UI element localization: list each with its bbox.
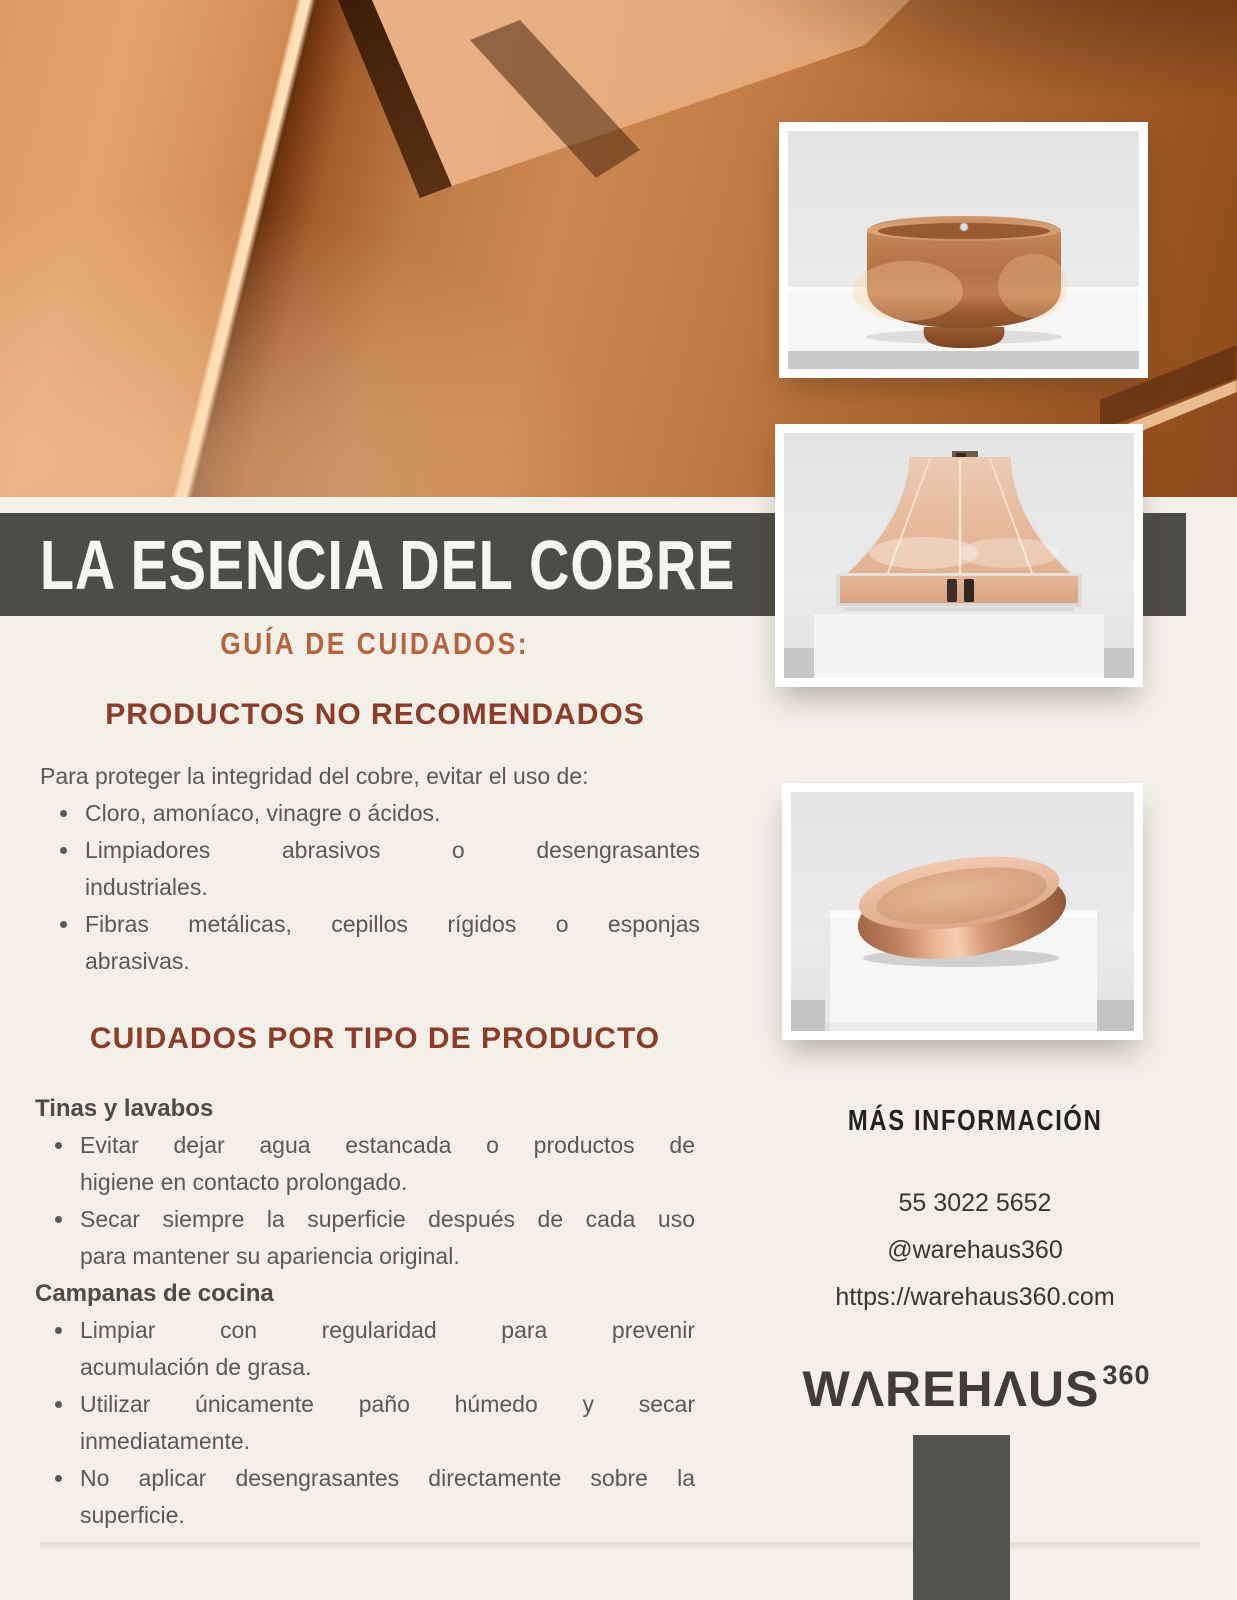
list-item [35,1460,695,1534]
page-title: LA ESENCIA DEL COBRE [39,525,736,604]
group-title-tubs-sinks: Tinas y lavabos [35,1095,214,1122]
photo-frame-bathtub [779,122,1148,378]
list-item [35,1312,695,1386]
brand-wordmark: WΛREHΛUS [802,1361,1100,1417]
decorative-dark-rectangle [913,1435,1010,1600]
bullet-line: higiene en contacto prolongado. [80,1169,408,1195]
bullet-line: acumulación de grasa. [80,1354,312,1380]
photo-frame-range-hood [775,424,1143,687]
by-product-groups [35,1090,700,1534]
bullet-line: Secar siempre la superficie después de cada uso [80,1206,695,1232]
bullet-line: Cloro, amoníaco, vinagre o ácidos. [85,800,441,826]
brand-logo [775,1360,1175,1418]
section-intro: Para proteger la integridad del cobre, evitar el uso de: [40,763,589,789]
brand-superscript: 360 [1102,1360,1151,1391]
range-hood-illustration [784,433,1134,678]
list-item [40,832,700,906]
bullet-line: industriales. [85,874,208,900]
tubs-sinks-list [35,1127,695,1275]
paper-edge-shadow [40,1542,1200,1551]
list-item [35,1201,695,1275]
bullet-line: Fibras metálicas, cepillos rígidos o esponjas [85,911,700,937]
bullet-line: abrasivas. [85,948,190,974]
list-item [35,1386,695,1460]
contact-heading: MÁS INFORMACIÓN [847,1105,1103,1137]
range-hoods-list [35,1312,695,1534]
list-item [40,795,700,832]
bullet-line: No aplicar desengrasantes directamente sobre la [80,1465,695,1491]
group-title-range-hoods: Campanas de cocina [35,1280,274,1307]
bullet-line: inmediatamente. [80,1428,251,1454]
bullet-line: Evitar dejar agua estancada o productos de [80,1132,695,1158]
photo-frame-vessel [782,783,1143,1040]
care-guide-kicker: GUÍA DE CUIDADOS: [220,626,530,661]
list-item [40,906,700,980]
not-recommended-list [40,795,700,980]
bullet-line: Utilizar únicamente paño húmedo y secar [80,1391,695,1417]
contact-phone: 55 3022 5652 [898,1189,1052,1217]
bullet-line: superficie. [80,1502,185,1528]
contact-website-url: https://warehaus360.com [835,1283,1115,1311]
bathtub-illustration [788,131,1139,369]
section-heading-not-recommended: PRODUCTOS NO RECOMENDADOS [105,698,645,731]
section-heading-by-product: CUIDADOS POR TIPO DE PRODUCTO [89,1022,661,1055]
bullet-line: Limpiadores abrasivos o desengrasantes [85,837,700,863]
copper-range-hood-photo [784,433,1134,678]
title-banner-left [0,513,775,616]
care-guide-kicker-row [0,626,750,662]
bullet-line: Limpiar con regularidad para prevenir [80,1317,695,1343]
bullet-line: para mantener su apariencia original. [80,1243,460,1269]
copper-vessel-photo [791,792,1134,1031]
contact-block [775,1104,1175,1312]
copper-bathtub-photo [788,131,1139,369]
list-item [35,1127,695,1201]
vessel-illustration [791,792,1134,1031]
contact-social-handle: @warehaus360 [887,1236,1063,1264]
